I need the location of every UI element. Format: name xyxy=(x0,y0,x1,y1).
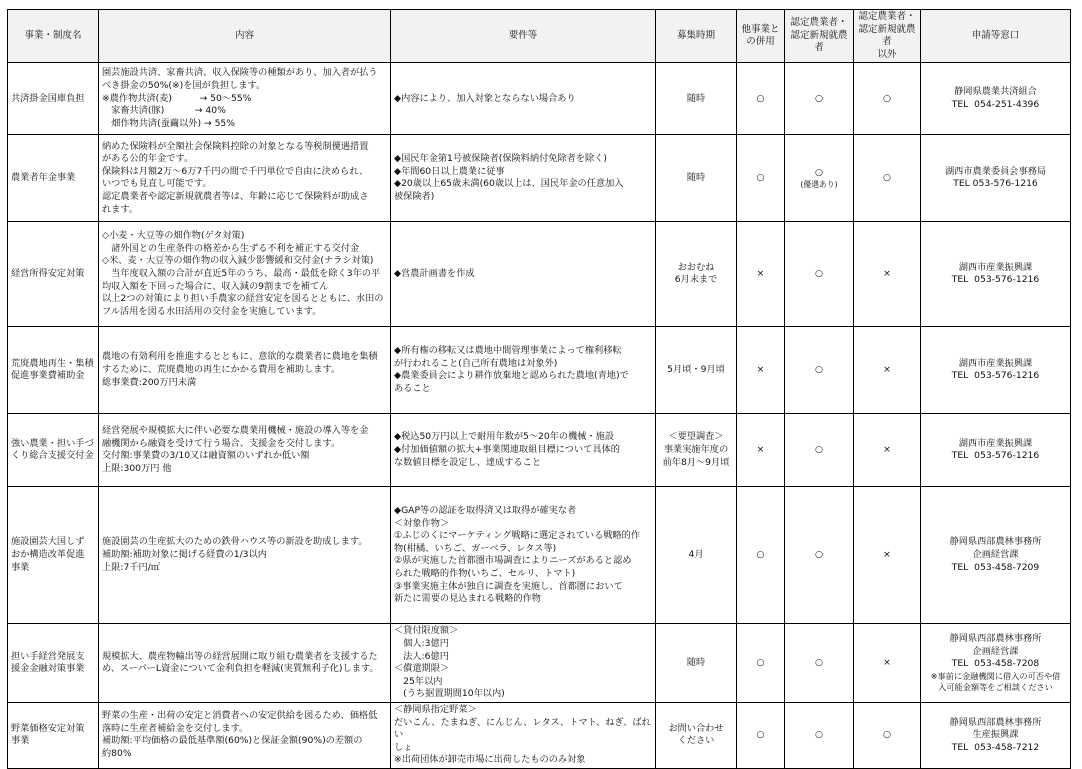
period-line: ＜要望調査＞ xyxy=(668,431,724,443)
requirements-line: (うち据置期間10年以内) xyxy=(394,688,505,700)
content-line: 上限:300万円 他 xyxy=(102,462,172,474)
period-line: 事業実施年度の xyxy=(663,444,729,456)
cross-mark-icon: × xyxy=(883,268,891,280)
certified-mark-cell xyxy=(785,487,854,624)
requirements-line: ①ふじのくにマーケティング戦略に選定されている戦略的作 xyxy=(394,530,641,542)
content-line: いつでも見直し可能です。 xyxy=(102,178,212,190)
header-row xyxy=(8,10,1071,63)
content-line: 畑作物共済(蚕繭以外) → 55% xyxy=(102,117,236,129)
contact_note-line: ※事前に金融機関に借入の可否や借 xyxy=(930,671,1061,682)
requirements-line: られた戦略的作物(いちご、セルリ、トマト) xyxy=(394,567,576,579)
content-line: 融機関から融資を受けて行う場合、支援金を交付します。 xyxy=(102,437,341,449)
certified-mark-cell xyxy=(785,414,854,487)
recruitment-period-cell xyxy=(656,414,737,487)
requirements-line: ②県が実施した首都圏市場調査によりニーズがあると認め xyxy=(394,555,632,567)
requirements-line: ③事業実施主体が独自に調査を実施し、首都圏において xyxy=(394,580,623,592)
content-cell xyxy=(99,327,391,414)
period-line: お問い合わせ xyxy=(668,722,724,734)
circle-mark-icon: ○ xyxy=(882,92,892,104)
requirements-line: ◆税込50万円以上で耐用年数が5～20年の機械・施設 xyxy=(394,431,615,443)
name-line: 荒廃農地再生・集積 xyxy=(11,357,94,369)
period-line: 4月 xyxy=(688,549,704,561)
non-certified-mark-cell xyxy=(854,487,921,624)
contact-line: TEL 053-576-1216 xyxy=(951,274,1040,286)
content-line: 諸外国との生産条件の格差から生ずる不利を補正する交付金 xyxy=(102,242,360,254)
cross-mark-icon: × xyxy=(756,268,765,280)
name-line: おか構造改革促進 xyxy=(11,549,85,561)
cross-mark-icon: × xyxy=(756,364,765,376)
requirements-line: ※出荷団体が卸売市場に出荷したもののみ対象 xyxy=(394,754,586,766)
requirements-line: が行われること(自己所有農地は対象外) xyxy=(394,357,558,369)
requirements-line: ◆GAP等の認証を取得済又は取得が確実な者 xyxy=(394,505,577,516)
content-line: ※農作物共済(麦) → 50～55% xyxy=(102,92,252,104)
name-line: 経営所得安定対策 xyxy=(11,268,85,280)
requirements-line: 物(柑橘、いちご、ガーベラ、レタス等) xyxy=(394,542,557,554)
header-content: 内容 xyxy=(99,10,391,63)
contact-line: 静岡県西部農林事務所 xyxy=(949,633,1042,645)
content-cell xyxy=(99,702,391,768)
content-cell xyxy=(99,487,391,624)
contact-line: TEL 053-576-1216 xyxy=(953,178,1038,190)
program-name-cell xyxy=(8,63,99,135)
content-line: め、スーパーL資金について金利負担を軽減(実質無利子化)します。 xyxy=(102,663,379,675)
contact-line: 静岡県西部農林事務所 xyxy=(949,536,1042,548)
requirements-line: ◆付加価値額の拡大+事業関連取組目標について具体的 xyxy=(394,444,620,456)
period-line: 随時 xyxy=(686,656,706,668)
contact-line: 静岡県西部農林事務所 xyxy=(949,716,1042,728)
requirements-line: 被保険者) xyxy=(394,190,435,202)
requirements-line: 新たに需要の見込まれる戦略的作物 xyxy=(394,593,541,605)
circle-mark-icon: ○ xyxy=(814,729,824,741)
period-line: ください xyxy=(677,735,715,747)
combine-mark-cell xyxy=(737,702,785,768)
contact-line: TEL 053-458-7212 xyxy=(951,741,1040,753)
contact-line: TEL 053-458-7208 xyxy=(951,658,1040,670)
header-non-certified-farmer: 認定農業者・ 認定新規就農者 以外 xyxy=(854,10,921,63)
cross-mark-icon: × xyxy=(756,444,765,456)
combine-mark-cell xyxy=(737,414,785,487)
content-line: 当年度収入額の合計が直近5年のうち、最高・最低を除く3年の平 xyxy=(102,268,381,280)
content-line: 園芸施設共済、家畜共済、収入保険等の種類があり、加入者が払う xyxy=(102,67,378,79)
requirements-cell xyxy=(391,327,656,414)
content-line: 交付額:事業費の3/10又は融資額のいずれか低い額 xyxy=(102,450,310,462)
content-line: 均収入額を下回った場合に、収入減の9割までを補てん xyxy=(102,280,329,292)
circle-mark-icon: ○ xyxy=(756,92,765,104)
content-line: べき掛金の50%(※)を国が負担します。 xyxy=(102,79,266,91)
contact-line: TEL 054-251-4396 xyxy=(951,98,1040,110)
contact-line: TEL 053-458-7209 xyxy=(951,561,1040,573)
certified-mark-cell xyxy=(785,63,854,135)
preferential-note: (優遇あり) xyxy=(800,179,838,189)
content-line: 野菜の生産・出荷の安定と消費者への安定供給を図るため、価格低 xyxy=(102,710,378,722)
period-line: 随時 xyxy=(686,92,706,104)
recruitment-period-cell xyxy=(656,624,737,703)
requirements-line: ◆国民年金第1号被保険者(保険料納付免除者を除く) xyxy=(394,153,608,165)
requirements-line: しょ xyxy=(394,741,413,753)
contact-cell xyxy=(921,702,1071,768)
header-recruitment-period: 募集時期 xyxy=(656,10,737,63)
requirements-line: 25年以内 xyxy=(394,675,443,687)
contact-line: 湖西市産業振興課 xyxy=(958,357,1033,369)
subsidy-programs-table xyxy=(7,9,1071,769)
content-line: 補助額:補助対象に掲げる経費の1/3以内 xyxy=(102,549,267,561)
certified-mark-cell xyxy=(785,222,854,327)
header-program-name: 事業・制度名 xyxy=(8,10,99,63)
content-line: 総事業費:200万円未満 xyxy=(102,376,197,388)
contact-line: 湖西市産業振興課 xyxy=(958,437,1033,449)
content-cell xyxy=(99,63,391,135)
requirements-cell xyxy=(391,414,656,487)
program-name-cell xyxy=(8,135,99,222)
non-certified-mark-cell xyxy=(854,63,921,135)
content-line: 落時に生産者補給金を交付します。 xyxy=(102,722,249,734)
circle-mark-icon: ○ xyxy=(756,656,765,668)
non-certified-mark-cell xyxy=(854,702,921,768)
program-name-cell xyxy=(8,414,99,487)
combine-mark-cell xyxy=(737,135,785,222)
content-line: 約80% xyxy=(102,748,132,760)
recruitment-period-cell xyxy=(656,327,737,414)
name-line: 事業 xyxy=(11,561,30,573)
cross-mark-icon: × xyxy=(883,444,891,456)
contact-line: 湖西市農業委員会事務局 xyxy=(944,165,1047,177)
circle-mark-icon: ○ xyxy=(756,729,765,741)
content-line: 上限:7千円/㎡ xyxy=(102,561,160,573)
circle-mark-icon: ○ xyxy=(814,549,824,561)
contact-cell xyxy=(921,135,1071,222)
non-certified-mark-cell xyxy=(854,135,921,222)
circle-mark-icon: ○ xyxy=(756,172,765,184)
content-line: するために、荒廃農地の再生にかかる費用を補助します。 xyxy=(102,364,341,376)
content-line: れます。 xyxy=(102,203,139,215)
circle-mark-icon: ○ xyxy=(756,549,765,561)
requirements-line: あること xyxy=(394,382,431,394)
contact-cell xyxy=(921,487,1071,624)
requirements-cell xyxy=(391,487,656,624)
content-line: ◇小麦・大豆等の畑作物(ゲタ対策) xyxy=(102,230,245,242)
requirements-line: 個人:3億円 xyxy=(394,637,449,649)
name-line: 援金金融対策事業 xyxy=(11,663,85,675)
content-line: 施設園芸の生産拡大のための鉄骨ハウス等の新設を助成します。 xyxy=(102,536,368,548)
period-line: 随時 xyxy=(686,172,706,184)
period-line: 6月末まで xyxy=(674,274,718,286)
contact-cell xyxy=(921,63,1071,135)
circle-mark-icon: ○ xyxy=(814,444,824,456)
content-cell xyxy=(99,624,391,703)
content-cell xyxy=(99,135,391,222)
program-name-cell xyxy=(8,702,99,768)
table-row xyxy=(8,63,1071,135)
requirements-line: 法人:6億円 xyxy=(394,650,449,662)
header-certified-farmer: 認定農業者・ 認定新規就農者 xyxy=(785,10,854,63)
program-name-cell xyxy=(8,327,99,414)
content-line: 補助額:平均価格の最低基準額(60%)と保証金額(90%)の差額の xyxy=(102,735,363,747)
content-line: 経営発展や規模拡大に伴い必要な農業用機械・施設の導入等を金 xyxy=(102,425,369,437)
certified-mark-cell xyxy=(785,702,854,768)
combine-mark-cell xyxy=(737,487,785,624)
contact-line: 静岡県農業共済組合 xyxy=(954,86,1037,98)
requirements-line: ＜貸付限度額＞ xyxy=(394,625,459,637)
name-line: 施設園芸大国しず xyxy=(11,536,85,548)
name-line: 共済掛金国庫負担 xyxy=(11,92,85,104)
content-line: 農地の有効利用を推進するとともに、意欲的な農業者に農地を集積 xyxy=(102,351,378,363)
requirements-cell xyxy=(391,702,656,768)
combine-mark-cell xyxy=(737,222,785,327)
circle-mark-icon: ○ xyxy=(882,729,892,741)
name-line: くり総合支援交付金 xyxy=(11,450,94,462)
content-line: ◇米、麦・大豆等の畑作物の収入減少影響緩和交付金(ナラシ対策) xyxy=(102,255,374,267)
period-line: 5月頃・9月頃 xyxy=(667,364,725,376)
content-line: 保険料は月額2万～6万7千円の間で千円単位で自由に決められ、 xyxy=(102,165,369,177)
requirements-line: ◆年間60日以上農業に従事 xyxy=(394,165,505,177)
header-requirements: 要件等 xyxy=(391,10,656,63)
cross-mark-icon: × xyxy=(883,364,891,376)
circle-mark-icon: ○ xyxy=(814,364,824,376)
content-line: 規模拡大、農産物輸出等の経営展開に取り組む農業者を支援するた xyxy=(102,650,378,662)
table-row xyxy=(8,487,1071,624)
contact-line: 企画経営課 xyxy=(972,549,1019,561)
requirements-line: な数値目標を設定し、達成すること xyxy=(394,456,541,468)
contact-line: TEL 053-576-1216 xyxy=(951,370,1040,382)
requirements-cell xyxy=(391,222,656,327)
requirements-line: ＜償還期限＞ xyxy=(394,663,450,675)
requirements-line: ◆農業委員会により耕作放棄地と認められた農地(青地)で xyxy=(394,370,629,382)
recruitment-period-cell xyxy=(656,63,737,135)
name-line: 野菜価格安定対策 xyxy=(11,722,85,734)
requirements-line: ◆20歳以上65歳未満(60歳以上は、国民年金の任意加入 xyxy=(394,178,624,190)
table-row xyxy=(8,135,1071,222)
requirements-line: だいこん、たまねぎ、にんじん、レタス、トマト、ねぎ、ばれい xyxy=(394,716,651,741)
program-name-cell xyxy=(8,222,99,327)
name-line: 強い農業・担い手づ xyxy=(11,437,94,449)
table-row xyxy=(8,414,1071,487)
cross-mark-icon: × xyxy=(883,549,891,561)
contact-line: TEL 053-576-1216 xyxy=(951,450,1040,462)
recruitment-period-cell xyxy=(656,135,737,222)
table-body xyxy=(8,63,1071,769)
circle-mark-icon: ○ xyxy=(814,92,824,104)
header-combine-other: 他事業と の併用 xyxy=(737,10,785,63)
circle-mark-icon: ○ xyxy=(882,172,892,184)
content-line: 以上2つの対策により担い手農家の経営安定を図るとともに、水田の xyxy=(102,293,384,305)
contact-cell xyxy=(921,414,1071,487)
non-certified-mark-cell xyxy=(854,414,921,487)
circle-mark-icon: ○ xyxy=(814,656,824,668)
recruitment-period-cell xyxy=(656,487,737,624)
requirements-line: ＜静岡県指定野菜＞ xyxy=(394,703,477,715)
certified-mark-cell xyxy=(785,327,854,414)
certified-mark-cell xyxy=(785,135,854,222)
header-contact: 申請等窓口 xyxy=(921,10,1071,63)
table-row xyxy=(8,222,1071,327)
requirements-line: ◆所有権の移転又は農地中間管理事業によって権利移転 xyxy=(394,345,622,357)
requirements-line: ＜対象作物＞ xyxy=(394,517,450,529)
non-certified-mark-cell xyxy=(854,327,921,414)
content-line: 家畜共済(豚) → 40% xyxy=(102,105,226,117)
contact-cell xyxy=(921,624,1071,703)
content-line: がある公的年金です。 xyxy=(102,153,194,165)
name-line: 農業者年金事業 xyxy=(11,172,76,184)
contact-cell xyxy=(921,222,1071,327)
contact-line: 生産振興課 xyxy=(972,729,1019,741)
recruitment-period-cell xyxy=(656,222,737,327)
content-line: フル活用を図る水田活用の交付金を実施しています。 xyxy=(102,305,322,317)
non-certified-mark-cell xyxy=(854,222,921,327)
requirements-line: ◆営農計画書を作成 xyxy=(394,268,475,280)
name-line: 促進事業費補助金 xyxy=(11,370,85,382)
requirements-cell xyxy=(391,63,656,135)
requirements-cell xyxy=(391,624,656,703)
contact-line: 企画経営課 xyxy=(972,645,1019,657)
requirements-line: ◆内容により、加入対象とならない場合あり xyxy=(394,92,576,104)
content-line: 認定農業者や認定新規就農者等は、年齢に応じて保険料が助成さ xyxy=(102,190,369,202)
circle-mark-icon: ○ xyxy=(814,167,824,179)
contact_note-line: 入可能金額等をご相談ください xyxy=(938,682,1053,693)
contact-line: 湖西市産業振興課 xyxy=(958,261,1033,273)
name-line: 事業 xyxy=(11,735,30,747)
combine-mark-cell xyxy=(737,63,785,135)
requirements-cell xyxy=(391,135,656,222)
period-line: 前年8月～9月頃 xyxy=(662,456,730,468)
name-line: 担い手経営発展支 xyxy=(11,650,85,662)
table-row xyxy=(8,327,1071,414)
certified-mark-cell xyxy=(785,624,854,703)
combine-mark-cell xyxy=(737,624,785,703)
content-cell xyxy=(99,414,391,487)
program-name-cell xyxy=(8,487,99,624)
table-row xyxy=(8,624,1071,703)
content-cell xyxy=(99,222,391,327)
combine-mark-cell xyxy=(737,327,785,414)
content-line: 納めた保険料が全額社会保険料控除の対象となる等税制優遇措置 xyxy=(102,140,369,152)
contact-cell xyxy=(921,327,1071,414)
circle-mark-icon: ○ xyxy=(814,268,824,280)
non-certified-mark-cell xyxy=(854,624,921,703)
table-row xyxy=(8,702,1071,768)
cross-mark-icon: × xyxy=(883,656,891,668)
program-name-cell xyxy=(8,624,99,703)
recruitment-period-cell xyxy=(656,702,737,768)
period-line: おおむね xyxy=(677,261,715,273)
